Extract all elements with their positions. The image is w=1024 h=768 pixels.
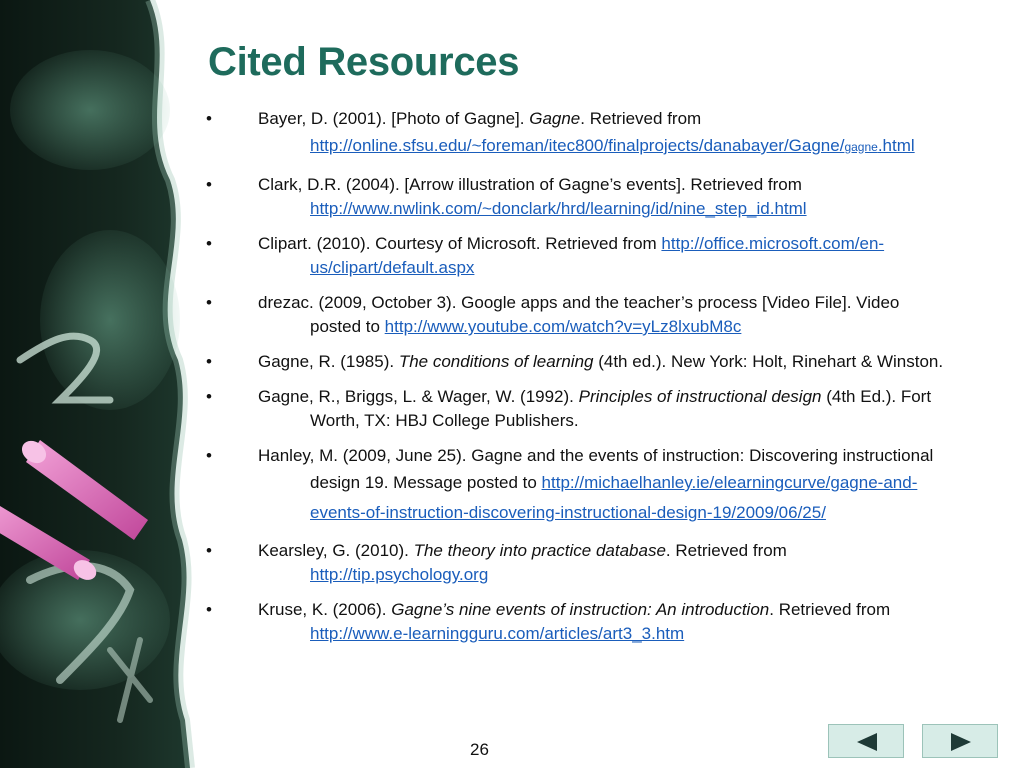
page-number: 26 <box>470 740 489 759</box>
bullet: • <box>206 352 212 371</box>
bullet: • <box>206 109 212 128</box>
reference-link[interactable]: http://www.nwlink.com/~donclark/hrd/learning/id/nine_step_id.html <box>310 199 807 218</box>
list-item: • Gagne, R., Briggs, L. & Wager, W. (1992). Principles of instructional design (4th Ed.). Fort Worth, TX: HBJ College Publishers. <box>206 387 932 430</box>
next-slide-button[interactable] <box>922 724 998 758</box>
triangle-right-icon <box>949 732 973 752</box>
bullet: • <box>206 293 212 312</box>
list-item: • Gagne, R. (1985). The conditions of learning (4th ed.). New York: Holt, Rinehart & Winston. <box>206 350 946 374</box>
list-item: • Kruse, K. (2006). Gagne’s nine events of instruction: An introduction. Retrieved from http://www.e-learningguru.com/articles/art3_3.htm <box>206 600 891 643</box>
list-item: • Clipart. (2010). Courtesy of Microsoft. Retrieved from http://office.microsoft.com/en-us/clipart/default.aspx <box>206 234 885 277</box>
reference-link[interactable]: http://www.e-learningguru.com/articles/art3_3.htm <box>310 624 685 643</box>
reference-list <box>206 107 946 657</box>
bullet: • <box>206 387 212 406</box>
list-item: • Hanley, M. (2009, June 25). Gagne and the events of instruction: Discovering instructional design 19. Message posted to http://michaelhanley.ie/elearningcurve/gagne-and-events-of-instruction-discovering-instructional-design-19/2009/06/25/ <box>206 446 934 522</box>
previous-slide-button[interactable] <box>828 724 904 758</box>
reference-link[interactable]: http://tip.psychology.org <box>310 565 489 584</box>
bullet: • <box>206 175 212 194</box>
bullet: • <box>206 446 212 465</box>
bullet: • <box>206 234 212 253</box>
reference-link[interactable]: http://online.sfsu.edu/~foreman/itec800/finalprojects/danabayer/Gagne/gagne.html <box>310 136 915 155</box>
bullet: • <box>206 541 212 560</box>
slide-title: Cited Resources <box>208 40 520 84</box>
list-item: • Kearsley, G. (2010). The theory into practice database. Retrieved from http://tip.psychology.org <box>206 541 787 584</box>
list-item: • Clark, D.R. (2004). [Arrow illustration of Gagne’s events]. Retrieved from http://www.nwlink.com/~donclark/hrd/learning/id/nine_step_id.html <box>206 175 807 218</box>
reference-link[interactable]: http://office.microsoft.com/en-us/clipart/default.aspx <box>310 234 885 277</box>
list-item: • Bayer, D. (2001). [Photo of Gagne]. Gagne. Retrieved from http://online.sfsu.edu/~foreman/itec800/finalprojects/danabayer/Gagne/gagne.html <box>206 109 915 155</box>
triangle-left-icon <box>855 732 879 752</box>
reference-link[interactable]: http://michaelhanley.ie/elearningcurve/gagne-and-events-of-instruction-discovering-instructional-design-19/2009/06/25/ <box>310 473 918 522</box>
bullet: • <box>206 600 212 619</box>
reference-link[interactable]: http://www.youtube.com/watch?v=yLz8lxubM8c <box>384 317 742 336</box>
chalkboard-decoration <box>0 0 200 768</box>
list-item: • drezac. (2009, October 3). Google apps and the teacher’s process [Video File]. Video posted to http://www.youtube.com/watch?v=yLz8lxubM8c <box>206 293 900 336</box>
